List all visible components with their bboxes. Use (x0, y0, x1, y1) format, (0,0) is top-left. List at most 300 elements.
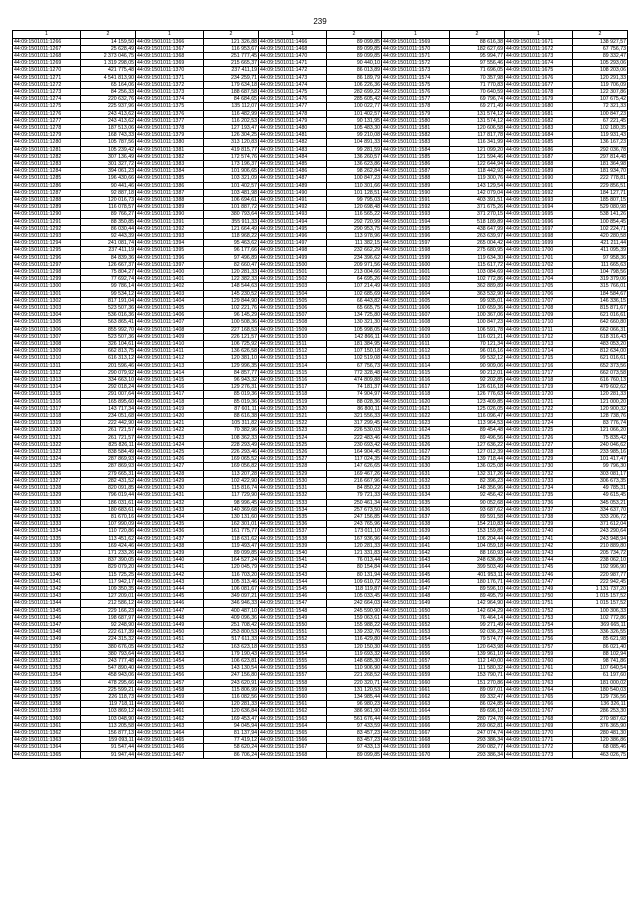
cadastral-number-cell: 44:09:1501011:1521 (259, 413, 327, 420)
cadastral-number-cell: 44:09:1501011:1454 (136, 657, 204, 664)
cadastral-value-cell: 99 935,01 (450, 297, 505, 304)
cadastral-number-cell: 44:09:1501011:1626 (382, 441, 450, 448)
cadastral-number-cell: 44:09:1501011:1585 (382, 153, 450, 160)
cadastral-value-cell: 817 191,04 (81, 297, 136, 304)
cadastral-value-cell: 122 307,86 (573, 88, 628, 95)
cadastral-number-cell: 44:09:1501011:1747 (505, 578, 573, 585)
cadastral-value-cell: 243 620,91 (204, 679, 259, 686)
cadastral-value-cell: 421 775,48 (81, 67, 136, 74)
cadastral-number-cell: 44:09:1501011:1317 (13, 405, 81, 412)
cadastral-number-cell: 44:09:1501011:1539 (259, 542, 327, 549)
table-row (13, 261, 628, 268)
cadastral-value-cell: 84 850,22 (327, 485, 382, 492)
cadastral-number-cell: 44:09:1501011:1701 (505, 254, 573, 261)
cadastral-value-cell: 184 127,71 (573, 189, 628, 196)
cadastral-value-cell: 293 386,34 (450, 737, 505, 744)
cadastral-number-cell: 44:09:1501011:1658 (382, 665, 450, 672)
cadastral-number-cell: 44:09:1501011:1491 (259, 196, 327, 203)
cadastral-number-cell: 44:09:1501011:1535 (259, 513, 327, 520)
table-row (13, 693, 628, 700)
cadastral-number-cell: 44:09:1501011:1313 (13, 377, 81, 384)
table-row (13, 225, 628, 232)
cadastral-number-cell: 44:09:1501011:1602 (382, 276, 450, 283)
cadastral-value-cell: 230 693,42 (327, 441, 382, 448)
cadastral-number-cell: 44:09:1501011:1397 (136, 261, 204, 268)
cadastral-value-cell: 321 556,33 (327, 413, 382, 420)
cadastral-value-cell: 400 487,10 (204, 607, 259, 614)
cadastral-value-cell: 333 206,72 (573, 513, 628, 520)
cadastral-number-cell: 44:09:1501011:1759 (505, 650, 573, 657)
cadastral-number-cell: 44:09:1501011:1657 (382, 657, 450, 664)
cadastral-number-cell: 44:09:1501011:1607 (382, 312, 450, 319)
cadastral-value-cell: 285 605,42 (327, 96, 382, 103)
cadastral-number-cell: 44:09:1501011:1492 (259, 204, 327, 211)
cadastral-number-cell: 44:09:1501011:1710 (505, 319, 573, 326)
cadastral-value-cell: 118 119,87 (327, 585, 382, 592)
table-row (13, 420, 628, 427)
cadastral-number-cell: 44:09:1501011:1278 (13, 124, 81, 131)
cadastral-value-cell: 99 534,12 (81, 290, 136, 297)
cadastral-number-cell: 44:09:1501011:1513 (259, 355, 327, 362)
cadastral-number-cell: 44:09:1501011:1595 (382, 225, 450, 232)
cadastral-number-cell: 44:09:1501011:1611 (382, 341, 450, 348)
table-row (13, 52, 628, 59)
cadastral-number-cell: 44:09:1501011:1656 (382, 650, 450, 657)
cadastral-value-cell: 201 596,46 (81, 362, 136, 369)
cadastral-number-cell: 44:09:1501011:1343 (13, 593, 81, 600)
cadastral-number-cell: 44:09:1501011:1320 (13, 427, 81, 434)
cadastral-number-cell: 44:09:1501011:1649 (382, 600, 450, 607)
cadastral-number-cell: 44:09:1501011:1295 (13, 247, 81, 254)
cadastral-number-cell: 44:09:1501011:1695 (505, 211, 573, 218)
table-row (13, 38, 628, 45)
cadastral-number-cell: 44:09:1501011:1314 (13, 384, 81, 391)
cadastral-value-cell: 147 626,65 (327, 463, 382, 470)
cadastral-number-cell: 44:09:1501011:1618 (382, 391, 450, 398)
cadastral-number-cell: 44:09:1501011:1755 (505, 629, 573, 636)
cadastral-value-cell: 74 181,37 (327, 384, 382, 391)
cadastral-number-cell: 44:09:1501011:1764 (505, 686, 573, 693)
cadastral-number-cell: 44:09:1501011:1458 (136, 686, 204, 693)
cadastral-number-cell: 44:09:1501011:1511 (259, 341, 327, 348)
cadastral-number-cell: 44:09:1501011:1636 (382, 506, 450, 513)
cadastral-number-cell: 44:09:1501011:1322 (13, 441, 81, 448)
cadastral-number-cell: 44:09:1501011:1660 (382, 679, 450, 686)
table-row (13, 470, 628, 477)
cadastral-number-cell: 44:09:1501011:1456 (136, 672, 204, 679)
cadastral-value-cell: 421 211,44 (573, 240, 628, 247)
cadastral-number-cell: 44:09:1501011:1493 (259, 211, 327, 218)
cadastral-number-cell: 44:09:1501011:1596 (382, 232, 450, 239)
table-row (13, 391, 628, 398)
cadastral-value-cell: 102 685,69 (327, 290, 382, 297)
cadastral-value-cell: 71 696,05 (450, 67, 505, 74)
cadastral-value-cell: 237 411,19 (204, 67, 259, 74)
table-row (13, 377, 628, 384)
cadastral-value-cell: 100 367,06 (450, 312, 505, 319)
cadastral-value-cell: 100 508,36 (204, 319, 259, 326)
cadastral-number-cell: 44:09:1501011:1515 (259, 369, 327, 376)
cadastral-number-cell: 44:09:1501011:1597 (382, 240, 450, 247)
table-row (13, 247, 628, 254)
cadastral-value-cell: 112 140,00 (450, 657, 505, 664)
cadastral-number-cell: 44:09:1501011:1673 (505, 52, 573, 59)
cadastral-number-cell: 44:09:1501011:1721 (505, 398, 573, 405)
cadastral-value-cell: 120 281,33 (204, 701, 259, 708)
cadastral-value-cell: 116 078,57 (81, 204, 136, 211)
cadastral-value-cell: 179 190,43 (204, 650, 259, 657)
cadastral-value-cell: 306 673,35 (573, 477, 628, 484)
cadastral-number-cell: 44:09:1501011:1599 (382, 254, 450, 261)
cadastral-value-cell: 100 306,33 (573, 607, 628, 614)
cadastral-value-cell: 139 232,76 (327, 629, 382, 636)
table-row (13, 45, 628, 52)
cadastral-number-cell: 44:09:1501011:1462 (136, 715, 204, 722)
cadastral-number-cell: 44:09:1501011:1543 (259, 571, 327, 578)
cadastral-number-cell: 44:09:1501011:1266 (13, 38, 81, 45)
cadastral-value-cell: 102 180,35 (573, 124, 628, 131)
cadastral-number-cell: 44:09:1501011:1715 (505, 355, 573, 362)
cadastral-value-cell: 70 382,96 (204, 427, 259, 434)
cadastral-number-cell: 44:09:1501011:1567 (259, 744, 327, 751)
cadastral-number-cell: 44:09:1501011:1573 (382, 67, 450, 74)
cadastral-value-cell: 99 210,08 (327, 132, 382, 139)
cadastral-value-cell: 101 402,57 (327, 110, 382, 117)
cadastral-value-cell: 186 031,61 (81, 499, 136, 506)
cadastral-value-cell: 89 696,10 (450, 708, 505, 715)
cadastral-number-cell: 44:09:1501011:1427 (136, 463, 204, 470)
cadastral-value-cell: 317 299,45 (327, 420, 382, 427)
cadastral-value-cell: 89 496,56 (450, 434, 505, 441)
cadastral-value-cell: 79 721,33 (327, 492, 382, 499)
cadastral-number-cell: 44:09:1501011:1662 (382, 693, 450, 700)
cadastral-number-cell: 44:09:1501011:1729 (505, 456, 573, 463)
cadastral-value-cell: 105 483,30 (327, 124, 382, 131)
cadastral-number-cell: 44:09:1501011:1494 (259, 218, 327, 225)
cadastral-value-cell: 226 121,57 (204, 333, 259, 340)
cadastral-number-cell: 44:09:1501011:1506 (259, 305, 327, 312)
cadastral-value-cell: 117 729,90 (204, 492, 259, 499)
table-row (13, 449, 628, 456)
cadastral-value-cell: 315 766,01 (573, 283, 628, 290)
cadastral-value-cell: 80 154,84 (327, 564, 382, 571)
cadastral-value-cell: 523 507,36 (81, 305, 136, 312)
cadastral-value-cell: 123 409,85 (450, 398, 505, 405)
cadastral-value-cell: 523 507,36 (81, 333, 136, 340)
cadastral-number-cell: 44:09:1501011:1442 (136, 571, 204, 578)
cadastral-value-cell: 210 889,80 (573, 542, 628, 549)
table-row (13, 549, 628, 556)
cadastral-number-cell: 44:09:1501011:1739 (505, 521, 573, 528)
cadastral-number-cell: 44:09:1501011:1738 (505, 513, 573, 520)
cadastral-number-cell: 44:09:1501011:1767 (505, 708, 573, 715)
cadastral-value-cell: 106 081,67 (204, 585, 259, 592)
cadastral-value-cell: 561 676,44 (327, 715, 382, 722)
cadastral-value-cell: 234 259,71 (204, 74, 259, 81)
table-row (13, 607, 628, 614)
cadastral-number-cell: 44:09:1501011:1740 (505, 528, 573, 535)
cadastral-value-cell: 369 665,11 (573, 621, 628, 628)
cadastral-number-cell: 44:09:1501011:1542 (259, 564, 327, 571)
cadastral-number-cell: 44:09:1501011:1472 (259, 67, 327, 74)
cadastral-value-cell: 621 016,61 (573, 355, 628, 362)
cadastral-value-cell: 143 129,54 (450, 182, 505, 189)
cadastral-number-cell: 44:09:1501011:1722 (505, 405, 573, 412)
cadastral-value-cell: 394 061,23 (81, 168, 136, 175)
cadastral-number-cell: 44:09:1501011:1730 (505, 463, 573, 470)
table-row (13, 254, 628, 261)
table-row (13, 384, 628, 391)
cadastral-number-cell: 44:09:1501011:1642 (382, 549, 450, 556)
cadastral-value-cell: 122 382,33 (204, 276, 259, 283)
cadastral-value-cell: 113 205,58 (81, 722, 136, 729)
cadastral-number-cell: 44:09:1501011:1464 (136, 730, 204, 737)
cadastral-number-cell: 44:09:1501011:1400 (136, 269, 204, 276)
table-row (13, 578, 628, 585)
cadastral-value-table (12, 30, 627, 759)
cadastral-number-cell: 44:09:1501011:1733 (505, 477, 573, 484)
cadastral-number-cell: 44:09:1501011:1514 (259, 362, 327, 369)
cadastral-value-cell: 83 776,74 (573, 420, 628, 427)
cadastral-value-cell: 243 765,96 (327, 521, 382, 528)
cadastral-number-cell: 44:09:1501011:1536 (259, 521, 327, 528)
cadastral-value-cell: 65 164,06 (81, 81, 136, 88)
cadastral-number-cell: 44:09:1501011:1477 (259, 103, 327, 110)
cadastral-value-cell: 198 687,97 (81, 614, 136, 621)
cadastral-value-cell: 99 795,03 (327, 196, 382, 203)
cadastral-number-cell: 44:09:1501011:1726 (505, 434, 573, 441)
cadastral-value-cell: 371 612,04 (573, 521, 628, 528)
cadastral-number-cell: 44:09:1501011:1706 (505, 290, 573, 297)
cadastral-value-cell: 334 637,70 (573, 506, 628, 513)
cadastral-value-cell: 336 326,55 (573, 629, 628, 636)
cadastral-number-cell: 44:09:1501011:1279 (13, 132, 81, 139)
table-row (13, 196, 628, 203)
cadastral-value-cell: 220 987,77 (573, 571, 628, 578)
cadastral-number-cell: 44:09:1501011:1563 (259, 715, 327, 722)
table-row (13, 74, 628, 81)
cadastral-value-cell: 226 118,73 (81, 693, 136, 700)
cadastral-number-cell: 44:09:1501011:1623 (382, 420, 450, 427)
cadastral-value-cell: 111 382,15 (327, 240, 382, 247)
cadastral-value-cell: 105 293,06 (573, 60, 628, 67)
cadastral-number-cell: 44:09:1501011:1507 (259, 312, 327, 319)
cadastral-number-cell: 44:09:1501011:1594 (382, 218, 450, 225)
table-row (13, 117, 628, 124)
cadastral-number-cell: 44:09:1501011:1443 (136, 578, 204, 585)
table-row (13, 110, 628, 117)
cadastral-value-cell: 192 996,90 (573, 564, 628, 571)
cadastral-value-cell: 301 327,72 (81, 160, 136, 167)
cadastral-number-cell: 44:09:1501011:1478 (259, 110, 327, 117)
table-row (13, 737, 628, 744)
cadastral-value-cell: 120 386,86 (573, 737, 628, 744)
cadastral-number-cell: 44:09:1501011:1385 (136, 175, 204, 182)
cadastral-value-cell: 171 233,26 (81, 549, 136, 556)
cadastral-value-cell: 241 081,74 (81, 240, 136, 247)
cadastral-value-cell: 68 085,46 (573, 744, 628, 751)
cadastral-number-cell: 44:09:1501011:1280 (13, 139, 81, 146)
cadastral-number-cell: 44:09:1501011:1614 (382, 362, 450, 369)
cadastral-value-cell: 4 541 813,90 (81, 74, 136, 81)
cadastral-number-cell: 44:09:1501011:1329 (13, 492, 81, 499)
cadastral-number-cell: 44:09:1501011:1516 (259, 377, 327, 384)
cadastral-value-cell: 221 268,52 (327, 672, 382, 679)
table-row (13, 124, 628, 131)
cadastral-value-cell: 517 611,33 (204, 636, 259, 643)
cadastral-number-cell: 44:09:1501011:1592 (382, 204, 450, 211)
cadastral-number-cell: 44:09:1501011:1339 (13, 564, 81, 571)
cadastral-value-cell: 121 664,49 (204, 225, 259, 232)
cadastral-number-cell: 44:09:1501011:1651 (382, 614, 450, 621)
cadastral-value-cell: 89 495,79 (450, 593, 505, 600)
cadastral-value-cell: 70 121,34 (450, 341, 505, 348)
cadastral-number-cell: 44:09:1501011:1665 (382, 715, 450, 722)
cadastral-value-cell: 89 596,10 (450, 585, 505, 592)
cadastral-value-cell: 129 996,35 (204, 362, 259, 369)
cadastral-value-cell: 116 341,99 (450, 139, 505, 146)
cadastral-number-cell: 44:09:1501011:1723 (505, 413, 573, 420)
cadastral-number-cell: 44:09:1501011:1670 (382, 751, 450, 758)
cadastral-value-cell: 105 998,05 (327, 326, 382, 333)
table-row (13, 326, 628, 333)
cadastral-number-cell: 44:09:1501011:1338 (13, 557, 81, 564)
cadastral-number-cell: 44:09:1501011:1703 (505, 269, 573, 276)
cadastral-number-cell: 44:09:1501011:1309 (13, 348, 81, 355)
cadastral-number-cell: 44:09:1501011:1640 (382, 535, 450, 542)
cadastral-number-cell: 44:09:1501011:1540 (259, 549, 327, 556)
cadastral-value-cell: 89 332,47 (573, 52, 628, 59)
cadastral-number-cell: 44:09:1501011:1645 (382, 571, 450, 578)
cadastral-value-cell: 105 787,56 (81, 139, 136, 146)
cadastral-value-cell: 474 809,88 (327, 377, 382, 384)
cadastral-value-cell: 65 665,75 (327, 305, 382, 312)
cadastral-number-cell: 44:09:1501011:1432 (136, 499, 204, 506)
cadastral-number-cell: 44:09:1501011:1327 (13, 477, 81, 484)
cadastral-value-cell: 228 293,49 (204, 441, 259, 448)
cadastral-number-cell: 44:09:1501011:1480 (259, 124, 327, 131)
cadastral-value-cell: 99 786,14 (81, 283, 136, 290)
cadastral-number-cell: 44:09:1501011:1700 (505, 247, 573, 254)
cadastral-number-cell: 44:09:1501011:1766 (505, 701, 573, 708)
cadastral-number-cell: 44:09:1501011:1586 (382, 160, 450, 167)
cadastral-number-cell: 44:09:1501011:1269 (13, 60, 81, 67)
cadastral-number-cell: 44:09:1501011:1296 (13, 254, 81, 261)
cadastral-value-cell: 120 281,33 (327, 542, 382, 549)
cadastral-number-cell: 44:09:1501011:1340 (13, 571, 81, 578)
cadastral-number-cell: 44:09:1501011:1365 (13, 751, 81, 758)
table-row (13, 333, 628, 340)
cadastral-value-cell: 380 793,64 (204, 211, 259, 218)
cadastral-value-cell: 257 673,50 (327, 506, 382, 513)
cadastral-number-cell: 44:09:1501011:1289 (13, 204, 81, 211)
cadastral-value-cell: 102 422,90 (204, 477, 259, 484)
cadastral-value-cell: 116 082,56 (204, 693, 259, 700)
cadastral-value-cell: 121 331,83 (327, 549, 382, 556)
cadastral-number-cell: 44:09:1501011:1741 (505, 535, 573, 542)
cadastral-value-cell: 25 628,49 (81, 45, 136, 52)
table-row (13, 290, 628, 297)
cadastral-number-cell: 44:09:1501011:1502 (259, 276, 327, 283)
cadastral-number-cell: 44:09:1501011:1692 (505, 189, 573, 196)
cadastral-value-cell: 88 616,38 (450, 38, 505, 45)
cadastral-value-cell: 103 869,12 (81, 708, 136, 715)
cadastral-number-cell: 44:09:1501011:1374 (136, 96, 204, 103)
cadastral-number-cell: 44:09:1501011:1471 (259, 60, 327, 67)
cadastral-number-cell: 44:09:1501011:1334 (13, 528, 81, 535)
cadastral-number-cell: 44:09:1501011:1271 (13, 74, 81, 81)
table-row (13, 189, 628, 196)
cadastral-number-cell: 44:09:1501011:1351 (13, 650, 81, 657)
cadastral-value-cell: 265 004,42 (450, 240, 505, 247)
cadastral-number-cell: 44:09:1501011:1750 (505, 593, 573, 600)
cadastral-value-cell: 97 496,89 (204, 254, 259, 261)
cadastral-value-cell: 85 019,36 (204, 398, 259, 405)
cadastral-value-cell: 116 703,20 (204, 571, 259, 578)
cadastral-value-cell: 229 856,51 (573, 182, 628, 189)
cadastral-number-cell: 44:09:1501011:1305 (13, 319, 81, 326)
cadastral-value-cell: 253 800,53 (204, 629, 259, 636)
cadastral-value-cell: 106 591,78 (450, 326, 505, 333)
cadastral-value-cell: 243 777,48 (81, 657, 136, 664)
cadastral-value-cell: 96 943,32 (204, 377, 259, 384)
cadastral-number-cell: 44:09:1501011:1591 (382, 196, 450, 203)
cadastral-value-cell: 140 369,68 (204, 506, 259, 513)
cadastral-value-cell: 118 968,22 (204, 232, 259, 239)
cadastral-number-cell: 44:09:1501011:1307 (13, 333, 81, 340)
cadastral-value-cell: 142 079,04 (450, 189, 505, 196)
cadastral-value-cell: 108 362,33 (204, 434, 259, 441)
cadastral-value-cell: 662 813,75 (81, 348, 136, 355)
cadastral-number-cell: 44:09:1501011:1527 (259, 456, 327, 463)
cadastral-value-cell: 313 120,83 (204, 139, 259, 146)
cadastral-value-cell: 97 958,36 (573, 254, 628, 261)
cadastral-number-cell: 44:09:1501011:1452 (136, 643, 204, 650)
cadastral-value-cell: 120 150,30 (327, 643, 382, 650)
cadastral-number-cell: 44:09:1501011:1487 (259, 175, 327, 182)
cadastral-number-cell: 44:09:1501011:1553 (259, 643, 327, 650)
cadastral-number-cell: 44:09:1501011:1532 (259, 492, 327, 499)
cadastral-value-cell: 261 721,57 (81, 434, 136, 441)
table-row (13, 535, 628, 542)
cadastral-number-cell: 44:09:1501011:1547 (259, 600, 327, 607)
cadastral-value-cell: 104 798,56 (573, 269, 628, 276)
cadastral-value-cell: 363 532,90 (450, 290, 505, 297)
cadastral-value-cell: 121 594,46 (450, 153, 505, 160)
cadastral-number-cell: 44:09:1501011:1629 (382, 456, 450, 463)
cadastral-value-cell: 290 079,92 (81, 369, 136, 376)
cadastral-number-cell: 44:09:1501011:1681 (505, 110, 573, 117)
cadastral-number-cell: 44:09:1501011:1713 (505, 341, 573, 348)
cadastral-value-cell: 100 854,45 (573, 218, 628, 225)
cadastral-number-cell: 44:09:1501011:1409 (136, 333, 204, 340)
cadastral-number-cell: 44:09:1501011:1589 (382, 182, 450, 189)
cadastral-value-cell: 117 024,35 (327, 456, 382, 463)
cadastral-number-cell: 44:09:1501011:1481 (259, 132, 327, 139)
cadastral-number-cell: 44:09:1501011:1716 (505, 362, 573, 369)
cadastral-value-cell: 100 022,77 (327, 103, 382, 110)
cadastral-value-cell: 227 168,53 (204, 326, 259, 333)
cadastral-number-cell: 44:09:1501011:1319 (13, 420, 81, 427)
cadastral-number-cell: 44:09:1501011:1630 (382, 463, 450, 470)
cadastral-value-cell: 250 461,34 (327, 499, 382, 506)
cadastral-value-cell: 69 796,74 (450, 96, 505, 103)
cadastral-value-cell: 120 643,98 (450, 643, 505, 650)
table-row (13, 240, 628, 247)
cadastral-value-cell: 825 826,11 (81, 441, 136, 448)
cadastral-number-cell: 44:09:1501011:1579 (382, 110, 450, 117)
cadastral-number-cell: 44:09:1501011:1668 (382, 737, 450, 744)
